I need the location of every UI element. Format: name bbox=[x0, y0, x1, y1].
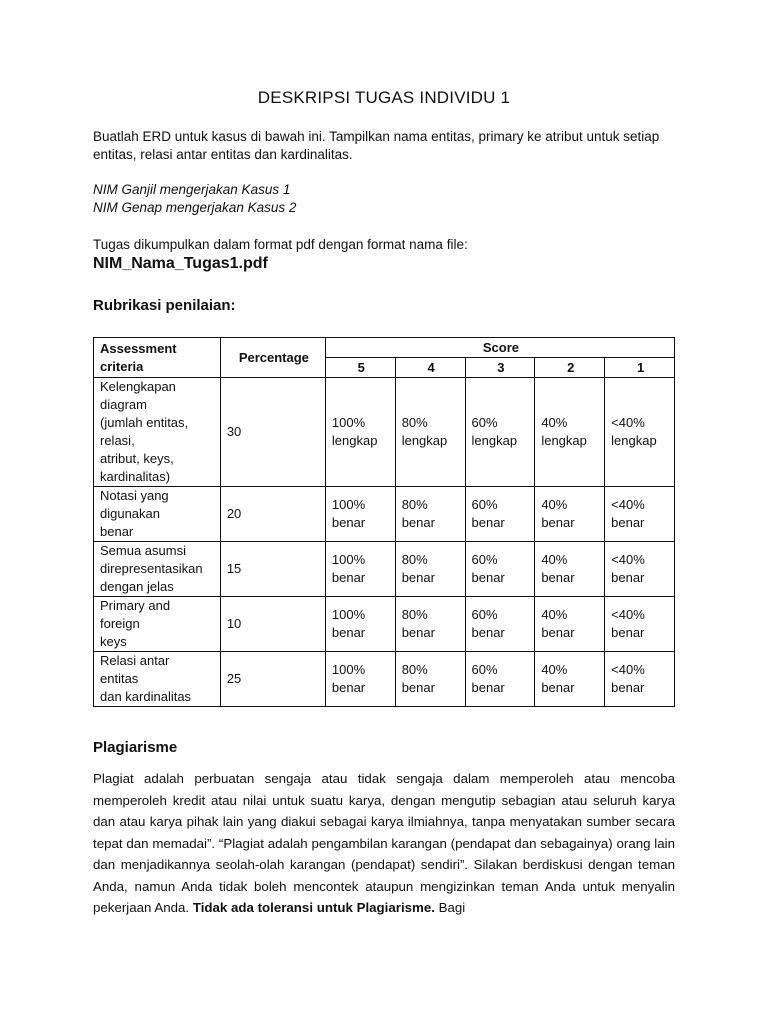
document-title: DESKRIPSI TUGAS INDIVIDU 1 bbox=[257, 88, 511, 107]
score-cell-line: 100% bbox=[331, 662, 366, 677]
table-row bbox=[94, 378, 675, 487]
score-cell bbox=[325, 378, 395, 487]
criteria-line: digunakan bbox=[100, 506, 160, 521]
score-cell bbox=[535, 597, 605, 652]
criteria-line: benar bbox=[100, 524, 134, 539]
score-cell bbox=[395, 542, 465, 597]
criteria-line: dan kardinalitas bbox=[100, 689, 192, 704]
percentage-cell: 15 bbox=[220, 542, 325, 597]
table-row bbox=[94, 487, 675, 542]
score-cell bbox=[605, 652, 675, 707]
header-score: Score bbox=[325, 338, 674, 358]
percentage-cell: 30 bbox=[220, 378, 325, 487]
score-cell-line: lengkap bbox=[471, 433, 518, 448]
score-cell bbox=[465, 542, 535, 597]
score-cell bbox=[325, 652, 395, 707]
score-cell-line: lengkap bbox=[331, 433, 378, 448]
criteria-line: kardinalitas) bbox=[100, 469, 171, 484]
criteria-line: Primary and bbox=[100, 598, 171, 613]
score-cell bbox=[465, 487, 535, 542]
score-cell-line: 60% bbox=[471, 552, 498, 567]
score-cell bbox=[395, 487, 465, 542]
criteria-line: foreign bbox=[100, 616, 140, 631]
score-cell bbox=[605, 542, 675, 597]
criteria-line: relasi, bbox=[100, 433, 135, 448]
score-cell-line: 40% bbox=[541, 415, 568, 430]
criteria-line: Relasi antar bbox=[100, 653, 170, 668]
score-cell bbox=[465, 378, 535, 487]
criteria-line: (jumlah entitas, bbox=[100, 415, 189, 430]
criteria-line: diagram bbox=[100, 397, 147, 412]
score-cell-line: benar bbox=[471, 625, 505, 640]
criteria-line: direpresentasikan bbox=[100, 561, 203, 576]
score-cell-line: 40% bbox=[541, 552, 568, 567]
score-cell-line: benar bbox=[401, 515, 435, 530]
table-header-row bbox=[94, 338, 675, 358]
criteria-line: Notasi yang bbox=[100, 488, 169, 503]
score-cell-line: benar bbox=[541, 570, 575, 585]
score-cell bbox=[535, 378, 605, 487]
score-cell-line: <40% bbox=[611, 662, 645, 677]
table-row bbox=[94, 542, 675, 597]
score-cell-line: 40% bbox=[541, 497, 568, 512]
score-cell-line: 40% bbox=[541, 607, 568, 622]
score-cell-line: benar bbox=[401, 680, 435, 695]
score-cell-line: 60% bbox=[471, 497, 498, 512]
score-cell-line: 80% bbox=[401, 662, 428, 677]
score-cell-line: benar bbox=[331, 680, 366, 695]
score-cell-line: 40% bbox=[541, 662, 568, 677]
score-cell-line: 100% bbox=[331, 552, 366, 567]
score-cell-line: <40% bbox=[611, 607, 645, 622]
score-cell-line: benar bbox=[401, 625, 435, 640]
score-cell-line: lengkap bbox=[541, 433, 587, 448]
percentage-cell: 10 bbox=[220, 597, 325, 652]
nim-instructions bbox=[93, 181, 296, 217]
score-cell-line: benar bbox=[541, 680, 575, 695]
score-cell-line: <40% bbox=[611, 552, 645, 567]
score-cell-line: benar bbox=[331, 570, 366, 585]
score-cell-line: benar bbox=[331, 515, 366, 530]
score-col-2: 2 bbox=[535, 358, 605, 378]
plagiarism-text: Plagiat adalah perbuatan sengaja atau tidak sengaja dalam memperoleh atau mencoba memperoleh kredit atau nilai untuk suatu karya, dengan mengutip sebagian atau seluruh karya dan atau karya pihak lain yang diakui sebagai karya ilmiahnya, tanpa menyatakan sumber secara tepat dan memadai”. “Plagiat adalah pengambilan karangan (pendapat dan sebagainya) orang lain dan menjadikannya seolah-olah karangan (pendapat) sendiri”. Silakan berdiskusi dengan teman Anda, namun Anda tidak boleh mencontek ataupun mengizinkan teman Anda untuk menyalin pekerjaan Anda. bbox=[93, 771, 675, 915]
plagiarism-paragraph bbox=[93, 768, 675, 919]
score-cell bbox=[325, 487, 395, 542]
score-cell-line: benar bbox=[611, 515, 645, 530]
submission-format-text: Tugas dikumpulkan dalam format pdf dengan format nama file: bbox=[93, 237, 468, 252]
score-cell-line: benar bbox=[401, 570, 435, 585]
criteria-line: dengan jelas bbox=[100, 579, 174, 594]
score-cell-line: benar bbox=[471, 570, 505, 585]
nim-genap-line: NIM Genap mengerjakan Kasus 2 bbox=[93, 200, 297, 215]
score-cell-line: lengkap bbox=[401, 433, 448, 448]
intro-paragraph: Buatlah ERD untuk kasus di bawah ini. Tampilkan nama entitas, primary ke atribut untuk setiap entitas, relasi antar entitas dan kardinalitas. bbox=[93, 129, 660, 162]
score-cell-line: 60% bbox=[471, 415, 498, 430]
rubric-table bbox=[93, 337, 675, 707]
score-cell-line: 80% bbox=[401, 497, 428, 512]
score-col-4: 4 bbox=[395, 358, 465, 378]
criteria-line: atribut, keys, bbox=[100, 451, 174, 466]
score-cell bbox=[395, 652, 465, 707]
percentage-cell: 20 bbox=[220, 487, 325, 542]
header-assessment-criteria: Assessment criteria bbox=[94, 338, 221, 378]
score-cell-line: benar bbox=[541, 515, 575, 530]
score-cell bbox=[605, 487, 675, 542]
plagiarism-text-continued: Bagi bbox=[434, 900, 466, 915]
score-cell bbox=[325, 542, 395, 597]
criteria-line: Kelengkapan bbox=[100, 379, 176, 394]
score-cell bbox=[535, 652, 605, 707]
score-cell-line: benar bbox=[331, 625, 366, 640]
score-cell-line: 100% bbox=[331, 415, 366, 430]
score-cell-line: 80% bbox=[401, 415, 428, 430]
criteria-cell bbox=[94, 487, 221, 542]
score-cell-line: <40% bbox=[611, 497, 645, 512]
criteria-cell bbox=[94, 378, 221, 487]
header-percentage: Percentage bbox=[220, 338, 325, 378]
score-cell-line: 80% bbox=[401, 607, 428, 622]
score-cell-line: benar bbox=[471, 680, 505, 695]
score-col-3: 3 bbox=[465, 358, 535, 378]
score-cell-line: benar bbox=[611, 570, 645, 585]
score-cell-line: 60% bbox=[471, 607, 498, 622]
percentage-cell: 25 bbox=[220, 652, 325, 707]
score-cell bbox=[395, 597, 465, 652]
score-cell-line: lengkap bbox=[611, 433, 657, 448]
criteria-line: Semua asumsi bbox=[100, 543, 186, 558]
plagiarism-heading: Plagiarisme bbox=[93, 739, 178, 756]
score-col-5: 5 bbox=[325, 358, 395, 378]
score-cell bbox=[535, 487, 605, 542]
criteria-line: keys bbox=[100, 634, 127, 649]
score-cell-line: benar bbox=[471, 515, 505, 530]
score-cell bbox=[605, 597, 675, 652]
score-cell bbox=[465, 597, 535, 652]
score-cell bbox=[535, 542, 605, 597]
criteria-cell bbox=[94, 542, 221, 597]
score-col-1: 1 bbox=[605, 358, 675, 378]
score-cell-line: 100% bbox=[331, 607, 366, 622]
table-row bbox=[94, 652, 675, 707]
score-cell-line: 60% bbox=[471, 662, 498, 677]
score-cell bbox=[465, 652, 535, 707]
table-row bbox=[94, 597, 675, 652]
criteria-cell bbox=[94, 652, 221, 707]
score-cell bbox=[605, 378, 675, 487]
score-cell-line: 80% bbox=[401, 552, 428, 567]
rubric-heading: Rubrikasi penilaian: bbox=[93, 297, 236, 314]
criteria-line: entitas bbox=[100, 671, 139, 686]
score-cell-line: <40% bbox=[611, 415, 645, 430]
score-cell-line: 100% bbox=[331, 497, 366, 512]
score-cell bbox=[325, 597, 395, 652]
score-cell-line: benar bbox=[541, 625, 575, 640]
score-cell bbox=[395, 378, 465, 487]
criteria-cell bbox=[94, 597, 221, 652]
filename-format: NIM_Nama_Tugas1.pdf bbox=[93, 255, 268, 272]
score-cell-line: benar bbox=[611, 680, 645, 695]
plagiarism-bold-text: Tidak ada toleransi untuk Plagiarisme. bbox=[192, 900, 435, 915]
nim-ganjil-line: NIM Ganjil mengerjakan Kasus 1 bbox=[93, 182, 291, 197]
score-cell-line: benar bbox=[611, 625, 645, 640]
